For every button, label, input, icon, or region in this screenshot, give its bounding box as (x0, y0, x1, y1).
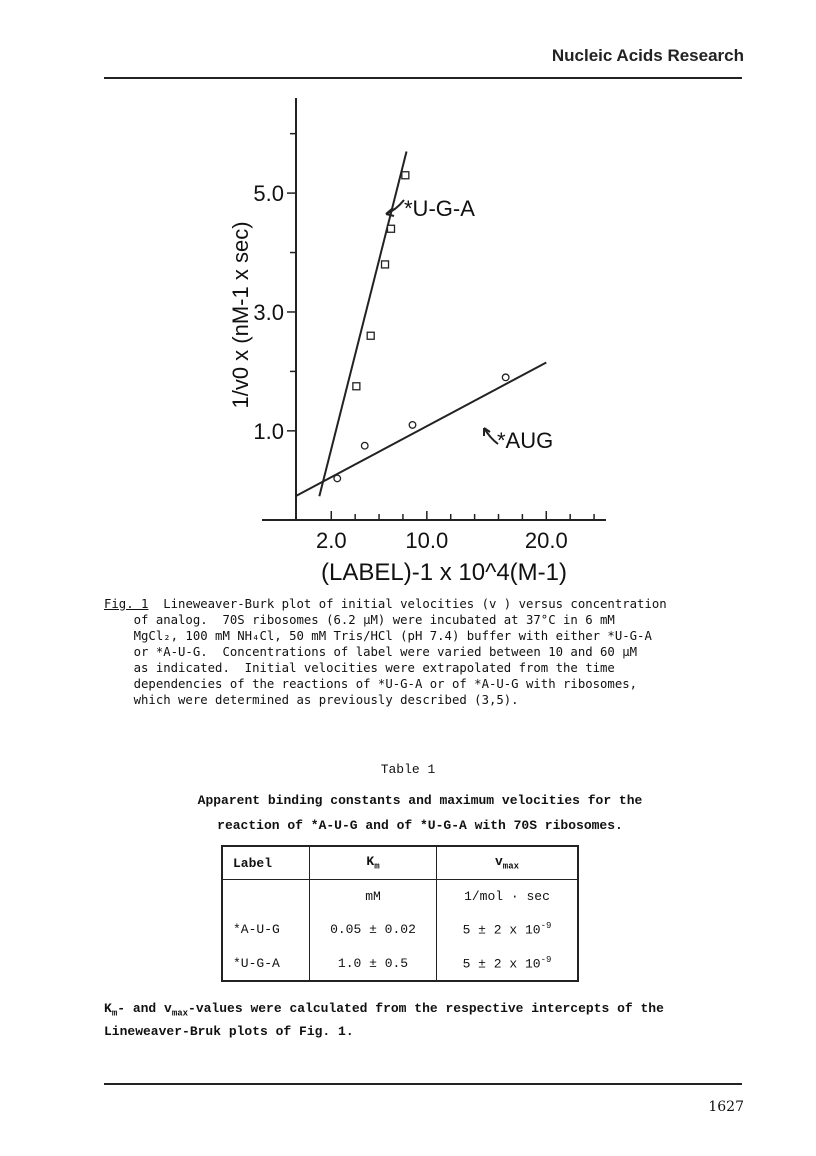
figure-label: Fig. 1 (104, 597, 149, 611)
caption-line-4: or *A-U-G. Concentrations of label were varied between 10 and 60 μM (104, 645, 638, 659)
km-subscript: m (374, 861, 380, 872)
table-title: Table 1 (380, 762, 436, 777)
table-heading (160, 788, 680, 838)
table-header-row (222, 846, 578, 880)
note-rest: -values were calculated from the respective intercepts of the (188, 1001, 664, 1016)
col-label-header: Label (222, 846, 310, 880)
x-tick-label: 2.0 (315, 528, 347, 553)
footer-rule (104, 1083, 742, 1085)
data-point (502, 374, 509, 381)
data-point (367, 332, 374, 339)
caption-line-7: which were determined as previously described (3,5). (104, 693, 519, 707)
table-footnote (104, 1000, 744, 1040)
note-line-2: Lineweaver-Bruk plots of Fig. 1. (104, 1023, 354, 1039)
data-point (361, 442, 368, 449)
units-empty-cell (222, 880, 310, 913)
plot-axes (228, 98, 606, 586)
row-vmax-base: 5 ± 2 x 10 (462, 922, 541, 938)
caption-line-2: of analog. 70S ribosomes (6.2 μM) were incubated at 37°C in 6 mM (104, 613, 615, 627)
note-k: K (104, 1001, 112, 1016)
x-axis-title: (LABEL)-1 x 10^4(M-1) (321, 559, 567, 586)
figure-caption (104, 596, 744, 708)
x-tick-label: 10.0 (405, 528, 449, 553)
table-row (222, 946, 578, 981)
data-point (334, 475, 341, 482)
row-label: *A-U-G (222, 912, 310, 946)
table-units-row (222, 880, 578, 913)
y-tick-label: 5.0 (253, 181, 284, 207)
row-vmax (437, 946, 579, 981)
row-vmax-exponent: -9 (540, 920, 552, 931)
data-point (402, 172, 409, 179)
data-point (388, 225, 395, 232)
x-tick-label: 20.0 (524, 528, 568, 553)
caption-line-6: dependencies of the reactions of *U-G-A or of *A-U-G with ribosomes, (104, 677, 638, 691)
row-label: *U-G-A (222, 946, 310, 981)
vmax-symbol: v (494, 854, 503, 870)
col-km-header (310, 846, 437, 880)
data-point (409, 422, 416, 429)
series-label-uga: *U-G-A (404, 196, 475, 221)
row-vmax-base: 5 ± 2 x 10 (462, 956, 541, 972)
plot-labels (386, 196, 553, 453)
row-km: 0.05 ± 0.02 (310, 912, 437, 946)
km-unit: mM (310, 880, 437, 913)
y-axis-title: 1/v0 x (nM-1 x sec) (228, 221, 253, 409)
table-row (222, 912, 578, 946)
vmax-unit: 1/mol · sec (464, 888, 550, 904)
data-point (353, 383, 360, 390)
col-vmax-header (437, 846, 579, 880)
row-vmax-exponent: -9 (540, 954, 552, 965)
row-vmax (437, 912, 579, 946)
series-label-aug: *AUG (497, 428, 554, 453)
page-number: 1627 (708, 1099, 744, 1115)
journal-title: Nucleic Acids Research (551, 46, 744, 65)
y-tick-label: 3.0 (253, 299, 284, 325)
km-symbol: K (366, 854, 375, 870)
data-point (382, 261, 389, 268)
y-tick-label: 1.0 (253, 418, 284, 444)
table-heading-line-1: Apparent binding constants and maximum velocities for the (197, 793, 643, 808)
note-v-sub: max (171, 1008, 189, 1019)
caption-line-5: as indicated. Initial velocities were extrapolated from the time (104, 661, 615, 675)
row-km: 1.0 ± 0.5 (310, 946, 437, 981)
caption-line-1: Lineweaver-Burk plot of initial velocities (v ) versus concentration (148, 597, 667, 611)
binding-constants-table (221, 845, 579, 982)
caption-line-3: MgCl₂, 100 mM NH₄Cl, 50 mM Tris/HCl (pH 7.4) buffer with either *U-G-A (104, 629, 652, 643)
vmax-subscript: max (502, 861, 519, 872)
note-k-sub: m (111, 1008, 118, 1019)
note-and-v: - and v (117, 1001, 172, 1016)
table-heading-line-2: reaction of *A-U-G and of *U-G-A with 70S ribosomes. (217, 818, 623, 833)
